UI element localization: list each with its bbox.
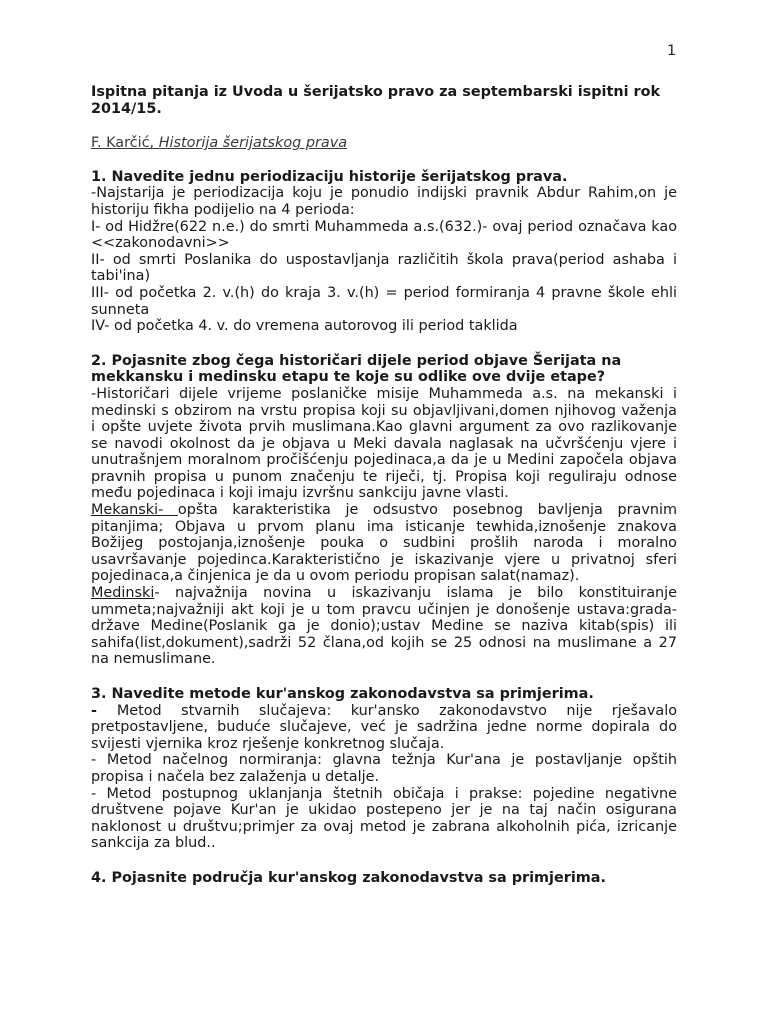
- q1-period-4: IV- od početka 4. v. do vremena autorovog ili period taklida: [91, 318, 518, 335]
- question-1: 1. Navedite jednu periodizaciju historije šerijatskog prava.: [91, 168, 568, 185]
- source-book: Historija šerijatskog prava: [158, 135, 348, 152]
- document-title: Ispitna pitanja iz Uvoda u šerijatsko pravo za septembarski ispitni rok 2014/15.: [91, 84, 661, 117]
- question-3: 3. Navedite metode kur'anskog zakonodavstva sa primjerima.: [91, 686, 594, 702]
- source-reference: [91, 135, 677, 152]
- q1-intro: -Najstarija je periodizacija koju je ponudio indijski pravnik Abdur Rahim,on je historiju fikha podijelio na 4 perioda:: [91, 185, 677, 218]
- source-author: F. Karčić,: [91, 135, 159, 152]
- question-4: 4. Pojasnite područja kur'anskog zakonodavstva sa primjerima.: [91, 869, 606, 886]
- q2-mekanski: [91, 502, 677, 585]
- document-body: [91, 84, 677, 887]
- mekanski-text: opšta karakteristika je odsustvo posebnog bavljenja pravnim pitanjima; Objava u prvom planu ima isticanje tewhida,iznošenje znakova Božijeg postojanja,iznošenje pouka o sudbini prošlih naroda i moralno usavršavanje pojedinca.Karakteristično je iskazivanje vjere u privatnoj sferi pojedinaca,a činjenica je da u ovom periodu propisan salat(namaz).: [91, 502, 677, 585]
- medinski-label: Medinski: [91, 585, 155, 602]
- q3-method-2: - Metod načelnog normiranja: glavna težnja Kur'ana je postavljanje opštih propisa i načela bez zalaženja u detalje.: [91, 752, 677, 785]
- page-number: 1: [667, 43, 676, 59]
- medinski-text: - najvažnija novina u iskazivanju islama je bilo konstituiranje ummeta;najvažniji akt koji je u tom pravcu učinjen je donošenje ustava:grada-države Medine(Poslanik ga je donio);ustav Medine se naziva kitab(spis) ili sahifa(list,dokument),sadrži 52 člana,od kojih se 25 odnosi na muslimane a 27 na nemuslimane.: [91, 585, 677, 668]
- q1-period-1: I- od Hidžre(622 n.e.) do smrti Muhammeda a.s.(632.)- ovaj period označava kao <<zakonodavni>>: [91, 218, 677, 252]
- question-2: 2. Pojasnite zbog čega historičari dijele period objave Šerijata na mekkansku i medinsku etapu te koje su odlike ove dvije etape?: [91, 352, 622, 386]
- mekanski-label: Mekanski-: [91, 502, 178, 519]
- method-1-dash: -: [91, 702, 117, 719]
- method-1-text: Metod stvarnih slučajeva: kur'ansko zakonodavstvo nije rješavalo pretpostavljene, buduće slučajeve, već je sadržina jedne norme dopirala do svijesti vjernika kroz rješenje konkretnog slučaja.: [91, 702, 678, 752]
- q2-medinski: [91, 585, 677, 668]
- q2-answer: -Historičari dijele vrijeme poslaničke misije Muhammeda a.s. na mekanski i medinski s obzirom na vrstu propisa koji su objavljivani,domen njihovog važenja i opšte uvjete života prvih muslimana.Kao glavni argument za ovo razlikovanje se navodi okolnost da je objava u Meki davala naglasak na učvršćenju vjere i unutrašnjem moralnom pročišćenju pojedinaca,a da je u Medini započela objava pravnih propisa u punom značenju te riječi, tj. Propisa koji reguliraju odnose među pojedinaca i koji imaju izvršnu sankciju javne vlasti.: [91, 385, 677, 502]
- q3-method-1: [91, 703, 677, 753]
- q1-period-3: III- od početka 2. v.(h) do kraja 3. v.(h) = period formiranja 4 pravne škole ehli sunneta: [91, 284, 677, 318]
- q3-method-3: - Metod postupnog uklanjanja štetnih običaja i prakse: pojedine negativne društvene pojave Kur'an je ukidao postepeno jer je na taj način osigurana naklonost u društvu;primjer za ovaj metod je zabrana alkoholnih pića, izricanje sankcija za blud..: [91, 785, 677, 852]
- q1-period-2: II- od smrti Poslanika do uspostavljanja različitih škola prava(period ashaba i tabi'ina): [91, 251, 677, 285]
